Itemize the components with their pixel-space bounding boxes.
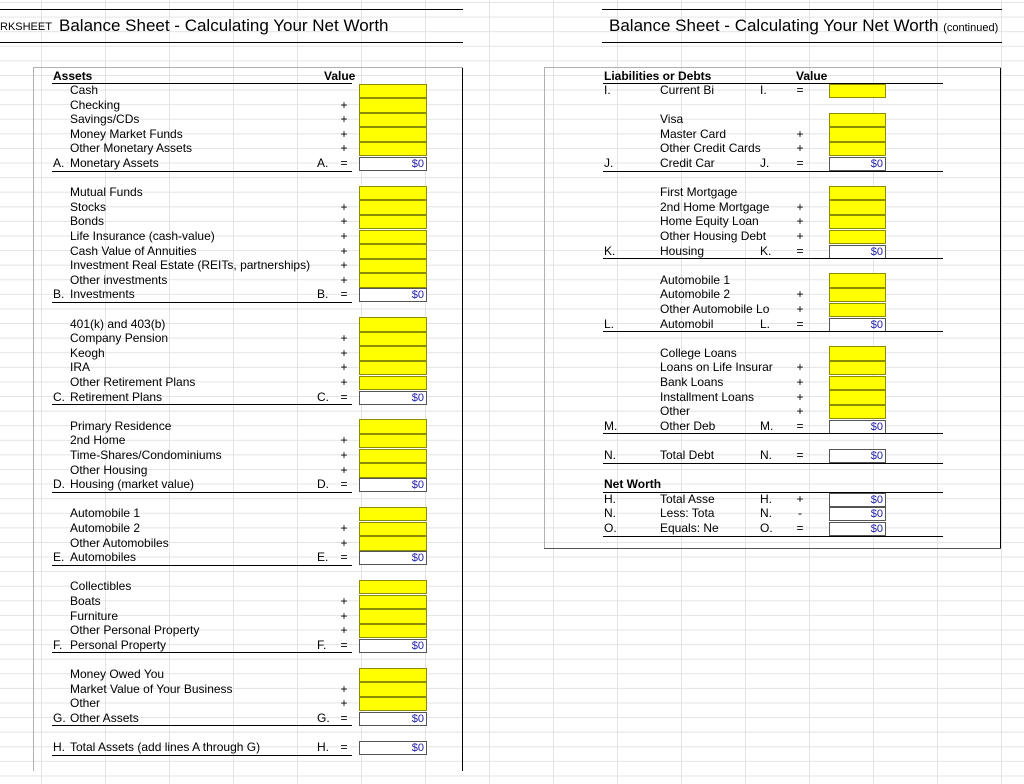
liability-item-label: 2nd Home Mortgage bbox=[660, 199, 770, 214]
plus-operator: + bbox=[340, 258, 348, 273]
asset-item-label: Other bbox=[70, 696, 101, 711]
plus-operator: + bbox=[796, 287, 804, 302]
net-worth-row-value[interactable]: $0 bbox=[829, 522, 886, 536]
asset-total-underline bbox=[52, 565, 352, 566]
asset-total-underline bbox=[52, 652, 352, 653]
asset-value-input[interactable] bbox=[359, 507, 427, 522]
equals-operator: = bbox=[340, 740, 348, 754]
asset-value-input[interactable] bbox=[359, 332, 427, 347]
net-worth-heading: Net Worth bbox=[604, 477, 662, 492]
asset-item-label: Collectibles bbox=[70, 579, 132, 594]
asset-item-label: Furniture bbox=[70, 608, 119, 623]
asset-item-label: Other Housing bbox=[70, 462, 148, 477]
asset-total-underline bbox=[52, 492, 352, 493]
liability-section-total-label: Other Deb bbox=[660, 418, 716, 433]
liability-item-label: Other Automobile Lo bbox=[660, 302, 770, 316]
asset-value-input[interactable] bbox=[359, 668, 427, 683]
right-value-column-header: Value bbox=[796, 69, 828, 83]
asset-item-label: Mutual Funds bbox=[70, 185, 143, 200]
equals-operator: = bbox=[796, 243, 804, 258]
total-debt-value[interactable]: $0 bbox=[829, 449, 886, 463]
asset-item-label: Time-Shares/Condominiums bbox=[70, 448, 222, 462]
equals-operator: = bbox=[796, 83, 804, 97]
equals-operator: = bbox=[340, 389, 348, 404]
asset-section-letter: A. bbox=[53, 156, 65, 170]
asset-item-label: Automobile 1 bbox=[70, 506, 141, 521]
liability-total-underline bbox=[603, 433, 943, 434]
asset-value-input[interactable] bbox=[359, 434, 427, 449]
asset-item-label: Savings/CDs bbox=[70, 112, 140, 127]
liability-value-input[interactable] bbox=[829, 230, 886, 245]
asset-section-total-value[interactable]: $0 bbox=[359, 551, 427, 565]
plus-operator: + bbox=[340, 521, 348, 535]
asset-item-label: Automobile 2 bbox=[70, 521, 141, 535]
value-column-header: Value bbox=[324, 69, 356, 83]
net-worth-row-value[interactable]: $0 bbox=[829, 507, 886, 521]
plus-operator: + bbox=[340, 448, 348, 462]
left-page-title: Balance Sheet - Calculating Your Net Worth bbox=[59, 16, 389, 35]
plus-operator: + bbox=[796, 302, 804, 316]
liability-value-input[interactable] bbox=[829, 390, 886, 405]
plus-operator: + bbox=[340, 608, 348, 623]
asset-section-letter-ref: E. bbox=[317, 550, 329, 565]
equals-operator: = bbox=[796, 448, 804, 462]
net-worth-row-letter-ref: N. bbox=[760, 506, 772, 521]
asset-value-input[interactable] bbox=[359, 346, 427, 361]
liability-section-total-value[interactable]: $0 bbox=[829, 245, 886, 259]
liability-section-letter-ref: K. bbox=[760, 243, 772, 258]
asset-total-underline bbox=[52, 171, 352, 172]
equals-operator: = bbox=[796, 418, 804, 433]
asset-value-input[interactable] bbox=[359, 317, 427, 332]
equals-operator: = bbox=[340, 710, 348, 725]
asset-section-letter: E. bbox=[53, 550, 65, 565]
plus-operator: + bbox=[796, 141, 804, 156]
grand-total-letter: H. bbox=[53, 740, 65, 754]
plus-operator: + bbox=[340, 199, 348, 214]
asset-section-total-label: Automobiles bbox=[70, 550, 137, 565]
plus-operator: + bbox=[340, 214, 348, 229]
right-header-top-rule bbox=[602, 9, 1002, 10]
liability-value-input[interactable] bbox=[829, 127, 886, 142]
asset-section-total-label: Monetary Assets bbox=[70, 156, 159, 170]
liability-item-label: First Mortgage bbox=[660, 185, 738, 200]
liability-value-input[interactable] bbox=[829, 142, 886, 157]
total-debt-letter: N. bbox=[604, 448, 616, 462]
plus-operator: + bbox=[340, 112, 348, 127]
liability-value-input[interactable] bbox=[829, 186, 886, 201]
asset-value-input[interactable] bbox=[359, 595, 427, 610]
asset-value-input[interactable] bbox=[359, 98, 427, 113]
asset-item-label: 401(k) and 403(b) bbox=[70, 316, 166, 331]
liability-item-label: Home Equity Loan bbox=[660, 214, 759, 229]
liability-value-input[interactable] bbox=[829, 361, 886, 376]
asset-value-input[interactable] bbox=[359, 522, 427, 537]
right-title-text: Balance Sheet - Calculating Your Net Worth bbox=[609, 16, 944, 35]
plus-operator: + bbox=[340, 126, 348, 141]
asset-value-input[interactable] bbox=[359, 273, 427, 288]
plus-operator: + bbox=[340, 243, 348, 258]
asset-item-label: Cash bbox=[70, 83, 99, 97]
liability-value-input[interactable] bbox=[829, 200, 886, 215]
liability-section-letter-ref: L. bbox=[760, 316, 771, 331]
net-worth-row-label: Less: Tota bbox=[660, 506, 715, 521]
right-frame-left bbox=[544, 67, 545, 549]
asset-section-letter-ref: A. bbox=[317, 156, 329, 170]
asset-item-label: Other Personal Property bbox=[70, 623, 200, 638]
asset-item-label: Money Owed You bbox=[70, 667, 165, 681]
left-frame-left bbox=[33, 67, 34, 771]
asset-total-underline bbox=[52, 404, 352, 405]
liability-value-input[interactable] bbox=[829, 215, 886, 230]
liabilities-column-header: Liabilities or Debts bbox=[604, 69, 712, 83]
asset-item-label: Other Retirement Plans bbox=[70, 375, 196, 389]
asset-value-input[interactable] bbox=[359, 127, 427, 142]
plus-operator: + bbox=[340, 375, 348, 389]
right-frame-bottom bbox=[544, 548, 1001, 549]
plus-operator: + bbox=[340, 623, 348, 638]
asset-item-label: Other investments bbox=[70, 272, 168, 287]
liability-value-input[interactable] bbox=[829, 376, 886, 391]
asset-item-label: 2nd Home bbox=[70, 433, 126, 448]
left-header-bottom-rule bbox=[0, 42, 463, 43]
total-debt-underline bbox=[603, 463, 943, 464]
liability-section-total-value[interactable]: $0 bbox=[829, 318, 886, 332]
net-worth-operator: - bbox=[798, 506, 802, 521]
asset-value-input[interactable] bbox=[359, 580, 427, 595]
grand-total-label: Total Assets (add lines A through G) bbox=[70, 740, 261, 754]
asset-section-letter: F. bbox=[53, 637, 63, 652]
liability-total-underline bbox=[603, 171, 943, 172]
asset-value-input[interactable] bbox=[359, 113, 427, 128]
net-worth-operator: + bbox=[796, 491, 804, 506]
net-worth-row-letter-ref: H. bbox=[760, 491, 772, 506]
plus-operator: + bbox=[340, 97, 348, 112]
asset-value-input[interactable] bbox=[359, 624, 427, 639]
asset-value-input[interactable] bbox=[359, 609, 427, 624]
asset-item-label: Keogh bbox=[70, 345, 105, 360]
asset-item-label: Bonds bbox=[70, 214, 105, 229]
liability-section-letter: K. bbox=[604, 243, 616, 258]
asset-item-label: Life Insurance (cash-value) bbox=[70, 229, 215, 243]
current-bills-letter: I. bbox=[604, 83, 611, 97]
net-worth-row-letter-ref: O. bbox=[760, 521, 773, 535]
plus-operator: + bbox=[796, 375, 804, 389]
liability-value-input[interactable] bbox=[829, 273, 886, 288]
plus-operator: + bbox=[796, 199, 804, 214]
asset-item-label: Investment Real Estate (REITs, partnerships) bbox=[70, 258, 311, 273]
net-worth-row-label: Total Asse bbox=[660, 491, 715, 506]
asset-item-label: Money Market Funds bbox=[70, 126, 183, 141]
liability-section-letter: L. bbox=[604, 316, 615, 331]
right-header-bottom-rule bbox=[602, 42, 1002, 43]
liability-total-underline bbox=[603, 331, 943, 332]
asset-section-total-label: Other Assets bbox=[70, 710, 139, 725]
liability-value-input[interactable] bbox=[829, 346, 886, 361]
asset-value-input[interactable] bbox=[359, 259, 427, 274]
asset-value-input[interactable] bbox=[359, 682, 427, 697]
liability-section-letter-ref: M. bbox=[760, 418, 774, 433]
asset-section-total-value[interactable]: $0 bbox=[359, 157, 427, 171]
asset-section-total-value[interactable]: $0 bbox=[359, 478, 427, 492]
asset-value-input[interactable] bbox=[359, 463, 427, 478]
plus-operator: + bbox=[340, 535, 348, 550]
equals-operator: = bbox=[340, 287, 348, 302]
asset-total-underline bbox=[52, 302, 352, 303]
liability-value-input[interactable] bbox=[829, 405, 886, 420]
plus-operator: + bbox=[796, 404, 804, 419]
liab-header-underline bbox=[603, 83, 943, 84]
net-worth-operator: = bbox=[796, 521, 804, 535]
asset-section-letter: G. bbox=[53, 710, 66, 725]
liability-value-input[interactable] bbox=[829, 113, 886, 128]
plus-operator: + bbox=[340, 331, 348, 346]
grand-total-letter-ref: H. bbox=[317, 740, 329, 754]
plus-operator: + bbox=[796, 360, 804, 375]
plus-operator: + bbox=[796, 126, 804, 141]
liability-section-total-label: Credit Car bbox=[660, 156, 715, 170]
liability-section-total-label: Housing bbox=[660, 243, 705, 258]
asset-item-label: Stocks bbox=[70, 199, 107, 214]
liability-item-label: Visa bbox=[660, 112, 684, 127]
liability-section-letter: M. bbox=[604, 418, 618, 433]
asset-value-input[interactable] bbox=[359, 536, 427, 551]
asset-item-label: IRA bbox=[70, 360, 91, 375]
plus-operator: + bbox=[340, 141, 348, 156]
net-worth-row-value[interactable]: $0 bbox=[829, 493, 886, 507]
net-worth-row-letter: H. bbox=[604, 491, 616, 506]
asset-section-total-value[interactable]: $0 bbox=[359, 391, 427, 405]
asset-section-letter-ref: F. bbox=[317, 637, 327, 652]
asset-section-letter-ref: D. bbox=[317, 477, 329, 492]
asset-item-label: Other Automobiles bbox=[70, 535, 169, 550]
asset-section-letter: C. bbox=[53, 389, 65, 404]
equals-operator: = bbox=[340, 477, 348, 492]
asset-value-input[interactable] bbox=[359, 186, 427, 201]
asset-item-label: Checking bbox=[70, 97, 121, 112]
plus-operator: + bbox=[796, 229, 804, 243]
asset-section-letter: D. bbox=[53, 477, 65, 492]
asset-item-label: Primary Residence bbox=[70, 418, 172, 433]
asset-value-input[interactable] bbox=[359, 200, 427, 215]
asset-item-label: Company Pension bbox=[70, 331, 169, 346]
asset-value-input[interactable] bbox=[359, 142, 427, 157]
asset-item-label: Market Value of Your Business bbox=[70, 681, 233, 696]
asset-value-input[interactable] bbox=[359, 419, 427, 434]
liability-item-label: Master Card bbox=[660, 126, 727, 141]
asset-section-total-label: Retirement Plans bbox=[70, 389, 163, 404]
liability-item-label: Other bbox=[660, 404, 691, 419]
asset-section-total-value[interactable]: $0 bbox=[359, 712, 427, 726]
left-frame-right bbox=[462, 67, 463, 771]
asset-section-total-value[interactable]: $0 bbox=[359, 639, 427, 653]
net-worth-row-label: Equals: Ne bbox=[660, 521, 719, 535]
asset-section-letter: B. bbox=[53, 287, 65, 302]
liability-item-label: Loans on Life Insurar bbox=[660, 360, 773, 375]
right-page-title bbox=[609, 16, 998, 38]
liability-section-total-value[interactable]: $0 bbox=[829, 420, 886, 434]
liability-section-total-value[interactable]: $0 bbox=[829, 157, 886, 171]
left-frame-top bbox=[33, 67, 463, 68]
liability-item-label: Other Housing Debt bbox=[660, 229, 767, 243]
grand-total-underline bbox=[52, 755, 352, 756]
asset-section-letter-ref: B. bbox=[317, 287, 329, 302]
net-worth-heading-underline bbox=[603, 492, 943, 493]
net-worth-row-letter: N. bbox=[604, 506, 616, 521]
right-frame-right bbox=[1000, 67, 1001, 549]
equals-operator: = bbox=[796, 316, 804, 331]
total-debt-letter-ref: N. bbox=[760, 448, 772, 462]
asset-section-total-label: Personal Property bbox=[70, 637, 167, 652]
net-worth-row-letter: O. bbox=[604, 521, 617, 535]
liability-section-letter-ref: J. bbox=[760, 156, 770, 170]
total-debt-label: Total Debt bbox=[660, 448, 715, 462]
plus-operator: + bbox=[340, 345, 348, 360]
plus-operator: + bbox=[340, 272, 348, 287]
plus-operator: + bbox=[340, 229, 348, 243]
asset-value-input[interactable] bbox=[359, 361, 427, 376]
asset-item-label: Boats bbox=[70, 594, 101, 608]
asset-section-total-label: Investments bbox=[70, 287, 135, 302]
current-bills-label: Current Bi bbox=[660, 83, 715, 97]
asset-value-input[interactable] bbox=[359, 244, 427, 259]
asset-section-total-label: Housing (market value) bbox=[70, 477, 195, 492]
equals-operator: = bbox=[340, 550, 348, 565]
liability-item-label: Bank Loans bbox=[660, 375, 724, 389]
asset-value-input[interactable] bbox=[359, 697, 427, 712]
grand-total-value[interactable]: $0 bbox=[359, 741, 427, 755]
asset-total-underline bbox=[52, 725, 352, 726]
left-header-top-rule bbox=[0, 9, 463, 10]
liability-value-input[interactable] bbox=[829, 303, 886, 318]
liability-section-letter: J. bbox=[604, 156, 614, 170]
plus-operator: + bbox=[340, 594, 348, 608]
equals-operator: = bbox=[340, 156, 348, 170]
net-worth-underline bbox=[603, 536, 943, 537]
liability-item-label: Other Credit Cards bbox=[660, 141, 761, 156]
asset-section-total-value[interactable]: $0 bbox=[359, 288, 427, 302]
plus-operator: + bbox=[340, 462, 348, 477]
current-bills-letter-ref: I. bbox=[760, 83, 767, 97]
equals-operator: = bbox=[340, 637, 348, 652]
right-frame-top bbox=[544, 67, 1001, 68]
asset-section-letter-ref: G. bbox=[317, 710, 330, 725]
equals-operator: = bbox=[796, 156, 804, 170]
plus-operator: + bbox=[796, 389, 804, 404]
liability-item-label: College Loans bbox=[660, 345, 737, 360]
plus-operator: + bbox=[340, 433, 348, 448]
plus-operator: + bbox=[340, 681, 348, 696]
liability-value-input[interactable] bbox=[829, 288, 886, 303]
asset-value-input[interactable] bbox=[359, 449, 427, 464]
asset-value-input[interactable] bbox=[359, 376, 427, 391]
asset-value-input[interactable] bbox=[359, 84, 427, 99]
liability-item-label: Automobile 2 bbox=[660, 287, 731, 302]
assets-column-header: Assets bbox=[53, 69, 93, 83]
asset-section-letter-ref: C. bbox=[317, 389, 329, 404]
liability-item-label: Automobile 1 bbox=[660, 272, 731, 287]
plus-operator: + bbox=[340, 360, 348, 375]
liability-section-total-label: Automobil bbox=[660, 316, 714, 331]
sheet-tab-label: RKSHEET bbox=[0, 21, 52, 33]
current-bills-value-input[interactable] bbox=[829, 84, 886, 99]
asset-value-input[interactable] bbox=[359, 230, 427, 245]
asset-value-input[interactable] bbox=[359, 215, 427, 230]
asset-item-label: Other Monetary Assets bbox=[70, 141, 193, 156]
plus-operator: + bbox=[796, 214, 804, 229]
liability-total-underline bbox=[603, 258, 943, 259]
asset-item-label: Cash Value of Annuities bbox=[70, 243, 197, 258]
plus-operator: + bbox=[340, 696, 348, 711]
right-title-suffix: (continued) bbox=[943, 22, 999, 34]
liability-item-label: Installment Loans bbox=[660, 389, 755, 404]
